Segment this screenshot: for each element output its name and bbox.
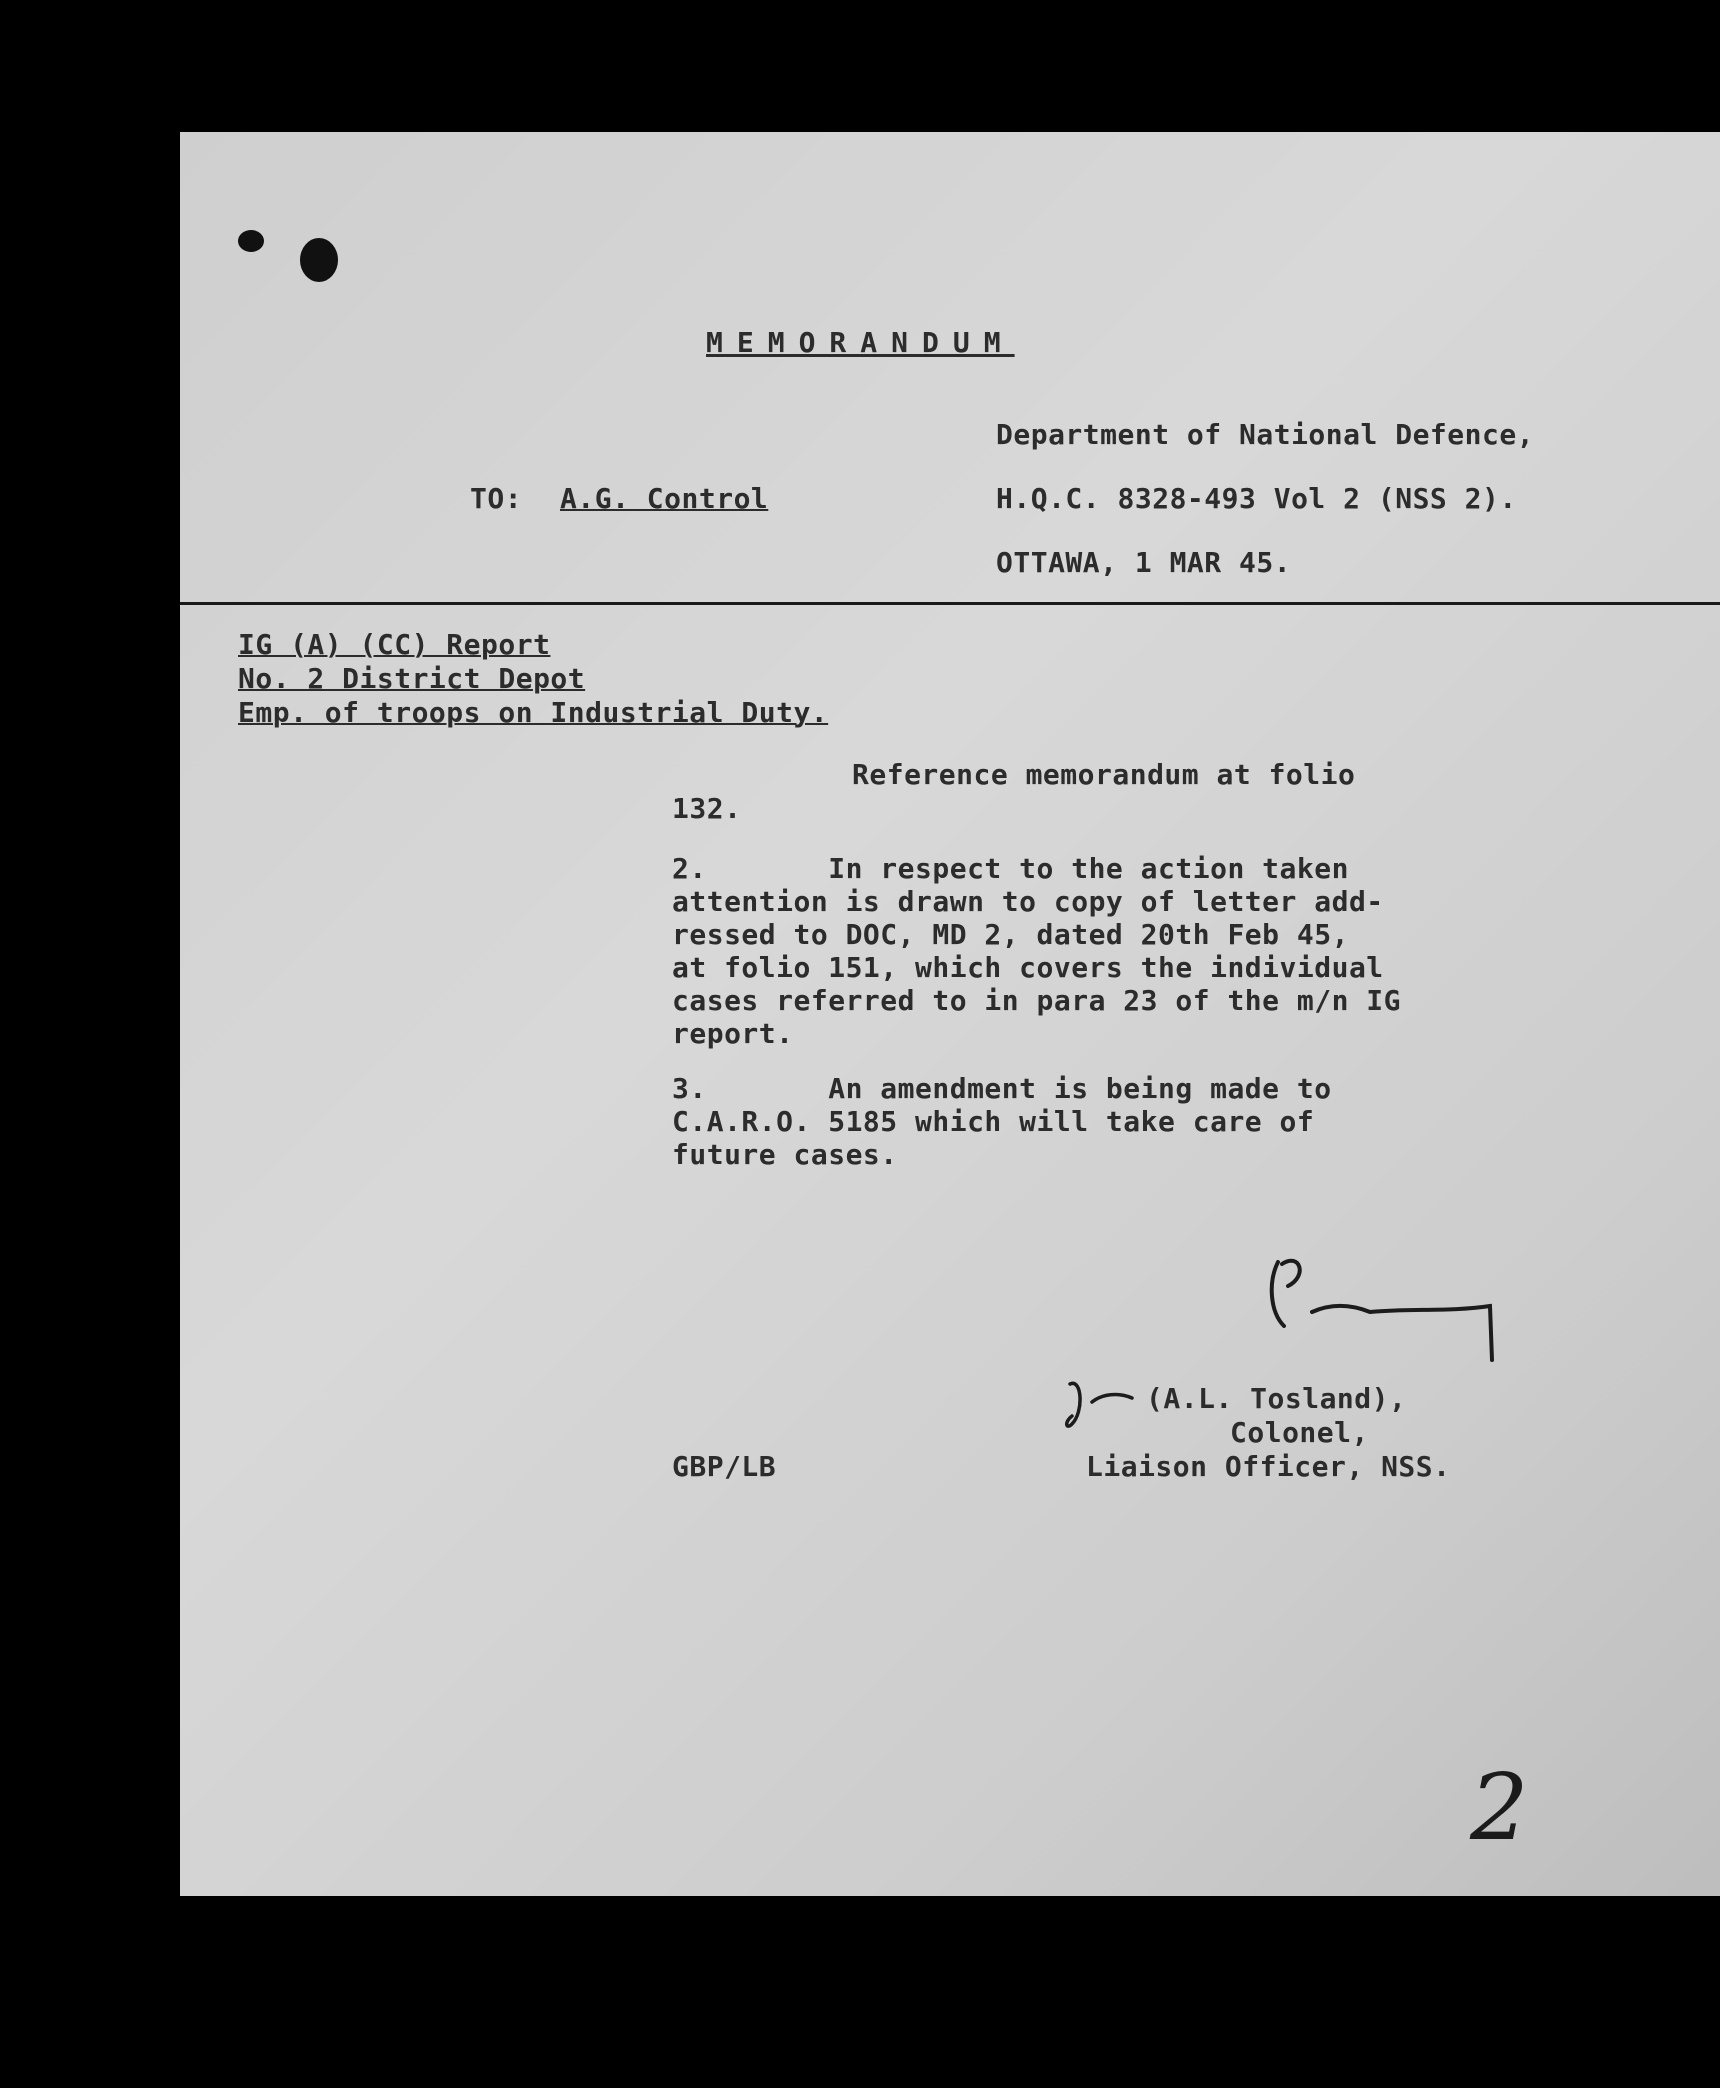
handwritten-signature — [1260, 1242, 1660, 1372]
paragraph-2-line: attention is drawn to copy of letter add- — [672, 885, 1384, 918]
place-date: OTTAWA, 1 MAR 45. — [996, 546, 1292, 579]
to-recipient: A.G. Control — [560, 482, 769, 515]
punch-hole — [300, 238, 338, 282]
subject-line: Emp. of troops on Industrial Duty. — [238, 696, 829, 729]
punch-hole — [238, 230, 264, 252]
to-label: TO: — [470, 482, 523, 515]
file-reference: H.Q.C. 8328-493 Vol 2 (NSS 2). — [996, 482, 1517, 515]
memo-page — [180, 132, 1720, 1896]
folio-number: 2 — [1470, 1754, 1529, 1861]
subject-line: IG (A) (CC) Report — [238, 628, 551, 661]
paragraph-2-line: cases referred to in para 23 of the m/n IG — [672, 984, 1402, 1017]
signatory-name: (A.L. Tosland), — [1146, 1382, 1407, 1415]
department-line: Department of National Defence, — [996, 418, 1535, 451]
paragraph-2-line: ressed to DOC, MD 2, dated 20th Feb 45, — [672, 918, 1349, 951]
paragraph-2-line: 2. In respect to the action taken — [672, 852, 1349, 885]
subject-line: No. 2 District Depot — [238, 662, 586, 695]
paragraph-3-line: 3. An amendment is being made to — [672, 1072, 1332, 1105]
per-initial-mark — [1062, 1372, 1142, 1442]
paragraph-2-line: report. — [672, 1017, 794, 1050]
paragraph-1-line: 132. — [672, 792, 742, 825]
paragraph-2-line: at folio 151, which covers the individual — [672, 951, 1384, 984]
paragraph-3-line: C.A.R.O. 5185 which will take care of — [672, 1105, 1315, 1138]
memo-title: MEMORANDUM — [706, 326, 1015, 359]
paragraph-3-line: future cases. — [672, 1138, 898, 1171]
signatory-title: Liaison Officer, NSS. — [1086, 1450, 1451, 1483]
signatory-rank: Colonel, — [1230, 1416, 1369, 1449]
paragraph-1-line: Reference memorandum at folio — [852, 758, 1356, 791]
header-rule — [180, 602, 1720, 605]
typist-initials: GBP/LB — [672, 1450, 777, 1483]
